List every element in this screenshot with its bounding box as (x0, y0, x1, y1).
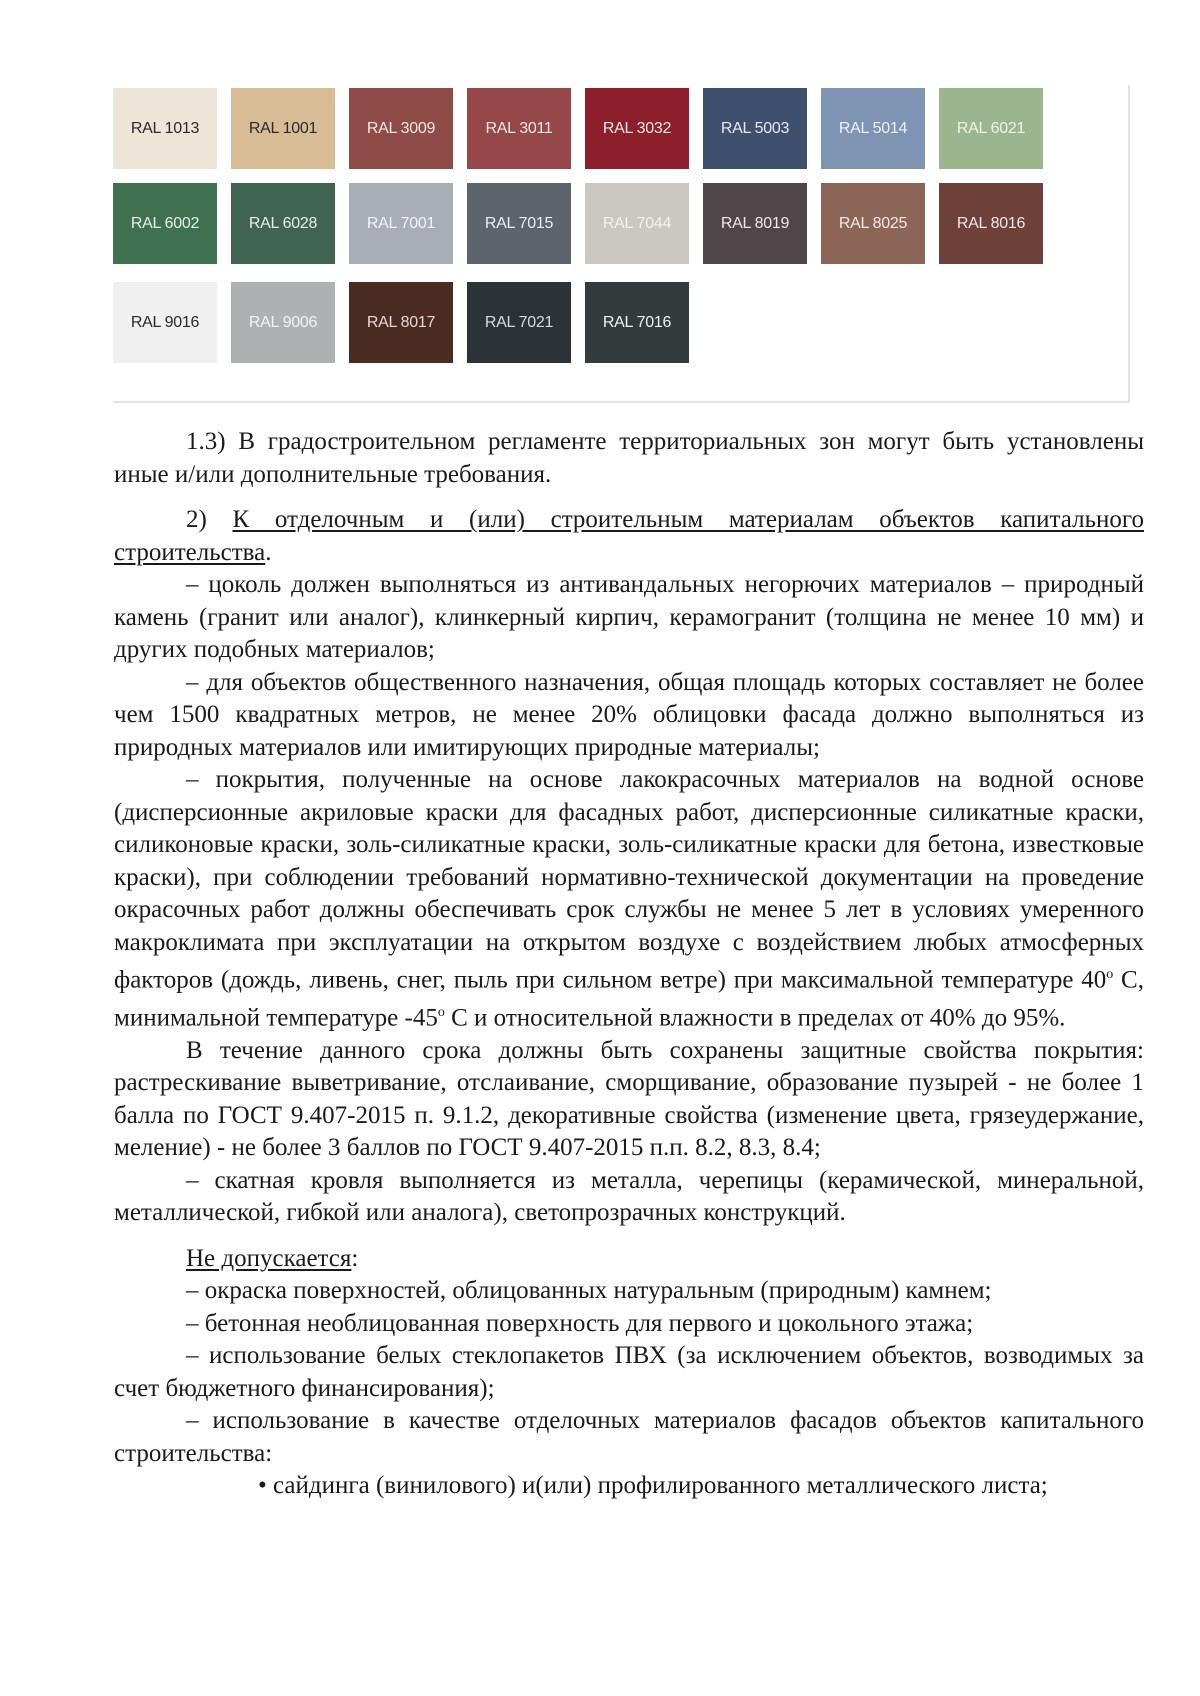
requirement-public-buildings: – для объектов общественного назначения, общая площадь которых составляет не более чем 1500 квадратных метров, не менее 20% облицовки фасада должно выполняться из природных материалов или имитирующих природные материалы; (114, 668, 1144, 761)
not-allowed-heading (114, 1243, 1144, 1276)
color-swatch (349, 88, 453, 169)
coatings-text-1: – покрытия, полученные на основе лакокрасочных материалов на водной основе (дисперсионные акриловые краски для фасадных работ, дисперсионные силикатные краски, силиконовые краски, золь-силикатные краски, золь-силикатные краски для бетона, известковые краски), при соблюдении требований нормативно-технической документации на проведение окрасочных работ должны обеспечивать срок службы не менее 5 лет в условиях умеренного макроклимата при эксплуатации на открытом воздухе с воздействием любых атмосферных факторов (дождь, ливень, снег, пыль при сильном ветре) при максимальной температуре 40 (114, 766, 1144, 994)
paragraph-1-3: 1.3) В градостроительном регламенте территориальных зон могут быть установлены иные и/или дополнительные требования. (114, 428, 1144, 488)
swatch-label: RAL 6021 (956, 119, 1026, 137)
swatch-label: RAL 8019 (720, 214, 790, 232)
requirement-paint-coatings (114, 764, 1144, 1035)
color-swatch (231, 88, 335, 169)
color-swatch (703, 183, 807, 264)
swatch-label: RAL 7044 (602, 214, 672, 232)
swatch-label: RAL 5014 (838, 119, 908, 137)
not-allowed-colon: : (351, 1244, 359, 1272)
document-body (114, 426, 1144, 1503)
bullet-icon: • (258, 1472, 267, 1500)
not-allowed-item-painting: – окраска поверхностей, облицованных натуральным (природным) камнем; (186, 1277, 992, 1305)
color-swatch (231, 183, 335, 264)
swatch-label: RAL 9016 (130, 313, 200, 331)
color-swatch (349, 282, 453, 363)
color-swatch (113, 88, 217, 169)
swatch-label: RAL 1013 (130, 119, 200, 137)
color-swatch (467, 282, 571, 363)
degree-sign: о (437, 1004, 445, 1020)
not-allowed-label: Не допускается (186, 1244, 352, 1272)
swatch-label: RAL 7021 (484, 313, 554, 331)
swatch-label: RAL 6028 (248, 214, 318, 232)
ral-color-palette (113, 85, 1130, 403)
color-swatch (703, 88, 807, 169)
color-swatch (939, 88, 1043, 169)
paragraph-2-heading (114, 504, 1144, 569)
color-swatch (467, 183, 571, 264)
swatch-label: RAL 8025 (838, 214, 908, 232)
degree-sign: о (1106, 967, 1114, 982)
swatch-label: RAL 1001 (248, 119, 318, 137)
swatch-label: RAL 7016 (602, 313, 672, 331)
bullet-text: сайдинга (винилового) и(или) профилированного металлического листа; (273, 1472, 1048, 1500)
color-swatch (113, 183, 217, 264)
swatch-label: RAL 9006 (248, 313, 318, 331)
color-swatch (349, 183, 453, 264)
color-swatch (467, 88, 571, 169)
section-title-period: . (265, 538, 272, 566)
color-swatch (231, 282, 335, 363)
coatings-text-2: С, минимальной температуре -45 (114, 966, 1144, 1032)
not-allowed-item-materials: – использование в качестве отделочных материалов фасадов объектов капитального строительства: (114, 1407, 1144, 1467)
swatch-label: RAL 3009 (366, 119, 436, 137)
color-swatch (113, 282, 217, 363)
requirement-pitched-roof: – скатная кровля выполняется из металла, черепицы (керамической, минеральной, металлической, гибкой или аналога), светопрозрачных конструкций. (114, 1166, 1144, 1227)
color-swatch (585, 282, 689, 363)
paragraph-protective-properties: В течение данного срока должны быть сохранены защитные свойства покрытия: растрескивание выветривание, отслаивание, сморщивание, образование пузырей - не более 1 балла по ГОСТ 9.407-2015 п. 9.1.2, декоративные свойства (изменение цвета, грязеудержание, меление) - не более 3 баллов по ГОСТ 9.407-2015 п.п. 8.2, 8.3, 8.4; (114, 1036, 1144, 1162)
swatch-label: RAL 5003 (720, 119, 790, 137)
color-swatch (585, 88, 689, 169)
swatch-label: RAL 6002 (130, 214, 200, 232)
swatch-label: RAL 3032 (602, 119, 672, 137)
not-allowed-item-concrete: – бетонная необлицованная поверхность для первого и цокольного этажа; (186, 1309, 974, 1337)
section-title-underlined: К отделочным и (или) строительным материалам объектов капитального строительства (114, 506, 1144, 566)
swatch-label: RAL 3011 (485, 119, 553, 137)
color-swatch (939, 183, 1043, 264)
section-number: 2) (186, 506, 233, 533)
coatings-text-3: С и относительной влажности в пределах от 40% до 95%. (444, 1004, 1066, 1032)
requirement-plinth: – цоколь должен выполняться из антивандальных негорючих материалов – природный камень (гранит или аналог), клинкерный кирпич, керамогранит (толщина не менее 10 мм) и других подобных материалов; (114, 571, 1144, 663)
swatch-label: RAL 8017 (366, 313, 436, 331)
swatch-label: RAL 8016 (956, 214, 1026, 232)
color-swatch (585, 183, 689, 264)
swatch-label: RAL 7001 (366, 214, 436, 232)
color-swatch (821, 88, 925, 169)
not-allowed-item-pvc: – использование белых стеклопакетов ПВХ (за исключением объектов, возводимых за счет бюджетного финансирования); (114, 1342, 1144, 1402)
color-swatch (821, 183, 925, 264)
swatch-label: RAL 7015 (484, 214, 554, 232)
bullet-item-siding (114, 1470, 1144, 1503)
